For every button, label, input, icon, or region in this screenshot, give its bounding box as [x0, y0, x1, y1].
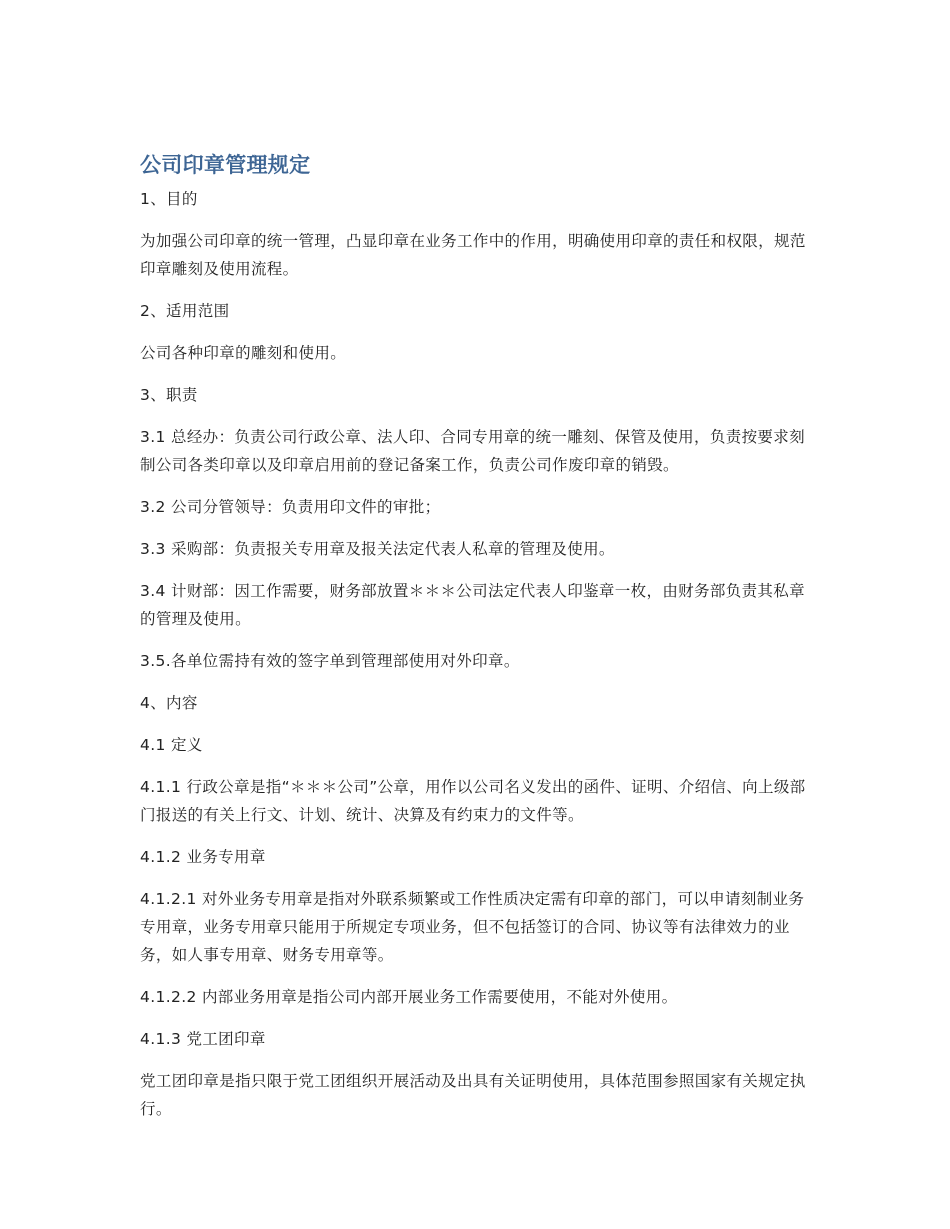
document-title: 公司印章管理规定: [140, 153, 311, 177]
paragraph-duty-3-4: 3.4 计财部：因工作需要，财务部放置＊＊＊公司法定代表人印鉴章一枚，由财务部负责其私章的管理及使用。: [140, 582, 805, 628]
paragraph-scope: 公司各种印章的雕刻和使用。: [140, 344, 347, 362]
section-heading-scope: 2、适用范围: [140, 302, 230, 320]
section-heading-purpose: 1、目的: [140, 190, 198, 208]
section-heading-content: 4、内容: [140, 694, 198, 712]
subheading-definition: 4.1 定义: [140, 736, 203, 754]
paragraph-purpose: 为加强公司印章的统一管理，凸显印章在业务工作中的作用，明确使用印章的责任和权限，规范印章雕刻及使用流程。: [140, 232, 806, 278]
subheading-4-1-3: 4.1.3 党工团印章: [140, 1030, 266, 1048]
paragraph-duty-3-2: 3.2 公司分管领导：负责用印文件的审批；: [140, 498, 441, 516]
paragraph-duty-3-3: 3.3 采购部：负责报关专用章及报关法定代表人私章的管理及使用。: [140, 540, 615, 558]
paragraph-4-1-3: 党工团印章是指只限于党工团组织开展活动及出具有关证明使用，具体范围参照国家有关规定执行。: [140, 1072, 806, 1118]
section-heading-duties: 3、职责: [140, 386, 198, 404]
paragraph-4-1-2-1: 4.1.2.1 对外业务专用章是指对外联系频繁或工作性质决定需有印章的部门，可以申请刻制业务专用章，业务专用章只能用于所规定专项业务，但不包括签订的合同、协议等有法律效力的业务，如人事专用章、财务专用章等。: [140, 890, 805, 964]
paragraph-4-1-1: 4.1.1 行政公章是指“＊＊＊公司”公章，用作以公司名义发出的函件、证明、介绍信、向上级部门报送的有关上行文、计划、统计、决算及有约束力的文件等。: [140, 778, 806, 824]
subheading-4-1-2: 4.1.2 业务专用章: [140, 848, 266, 866]
document-body: [140, 148, 815, 1137]
paragraph-4-1-2-2: 4.1.2.2 内部业务用章是指公司内部开展业务工作需要使用，不能对外使用。: [140, 988, 678, 1006]
paragraph-duty-3-5: 3.5.各单位需持有效的签字单到管理部使用对外印章。: [140, 652, 520, 670]
paragraph-duty-3-1: 3.1 总经办：负责公司行政公章、法人印、合同专用章的统一雕刻、保管及使用，负责按要求刻制公司各类印章以及印章启用前的登记备案工作，负责公司作废印章的销毁。: [140, 428, 805, 474]
